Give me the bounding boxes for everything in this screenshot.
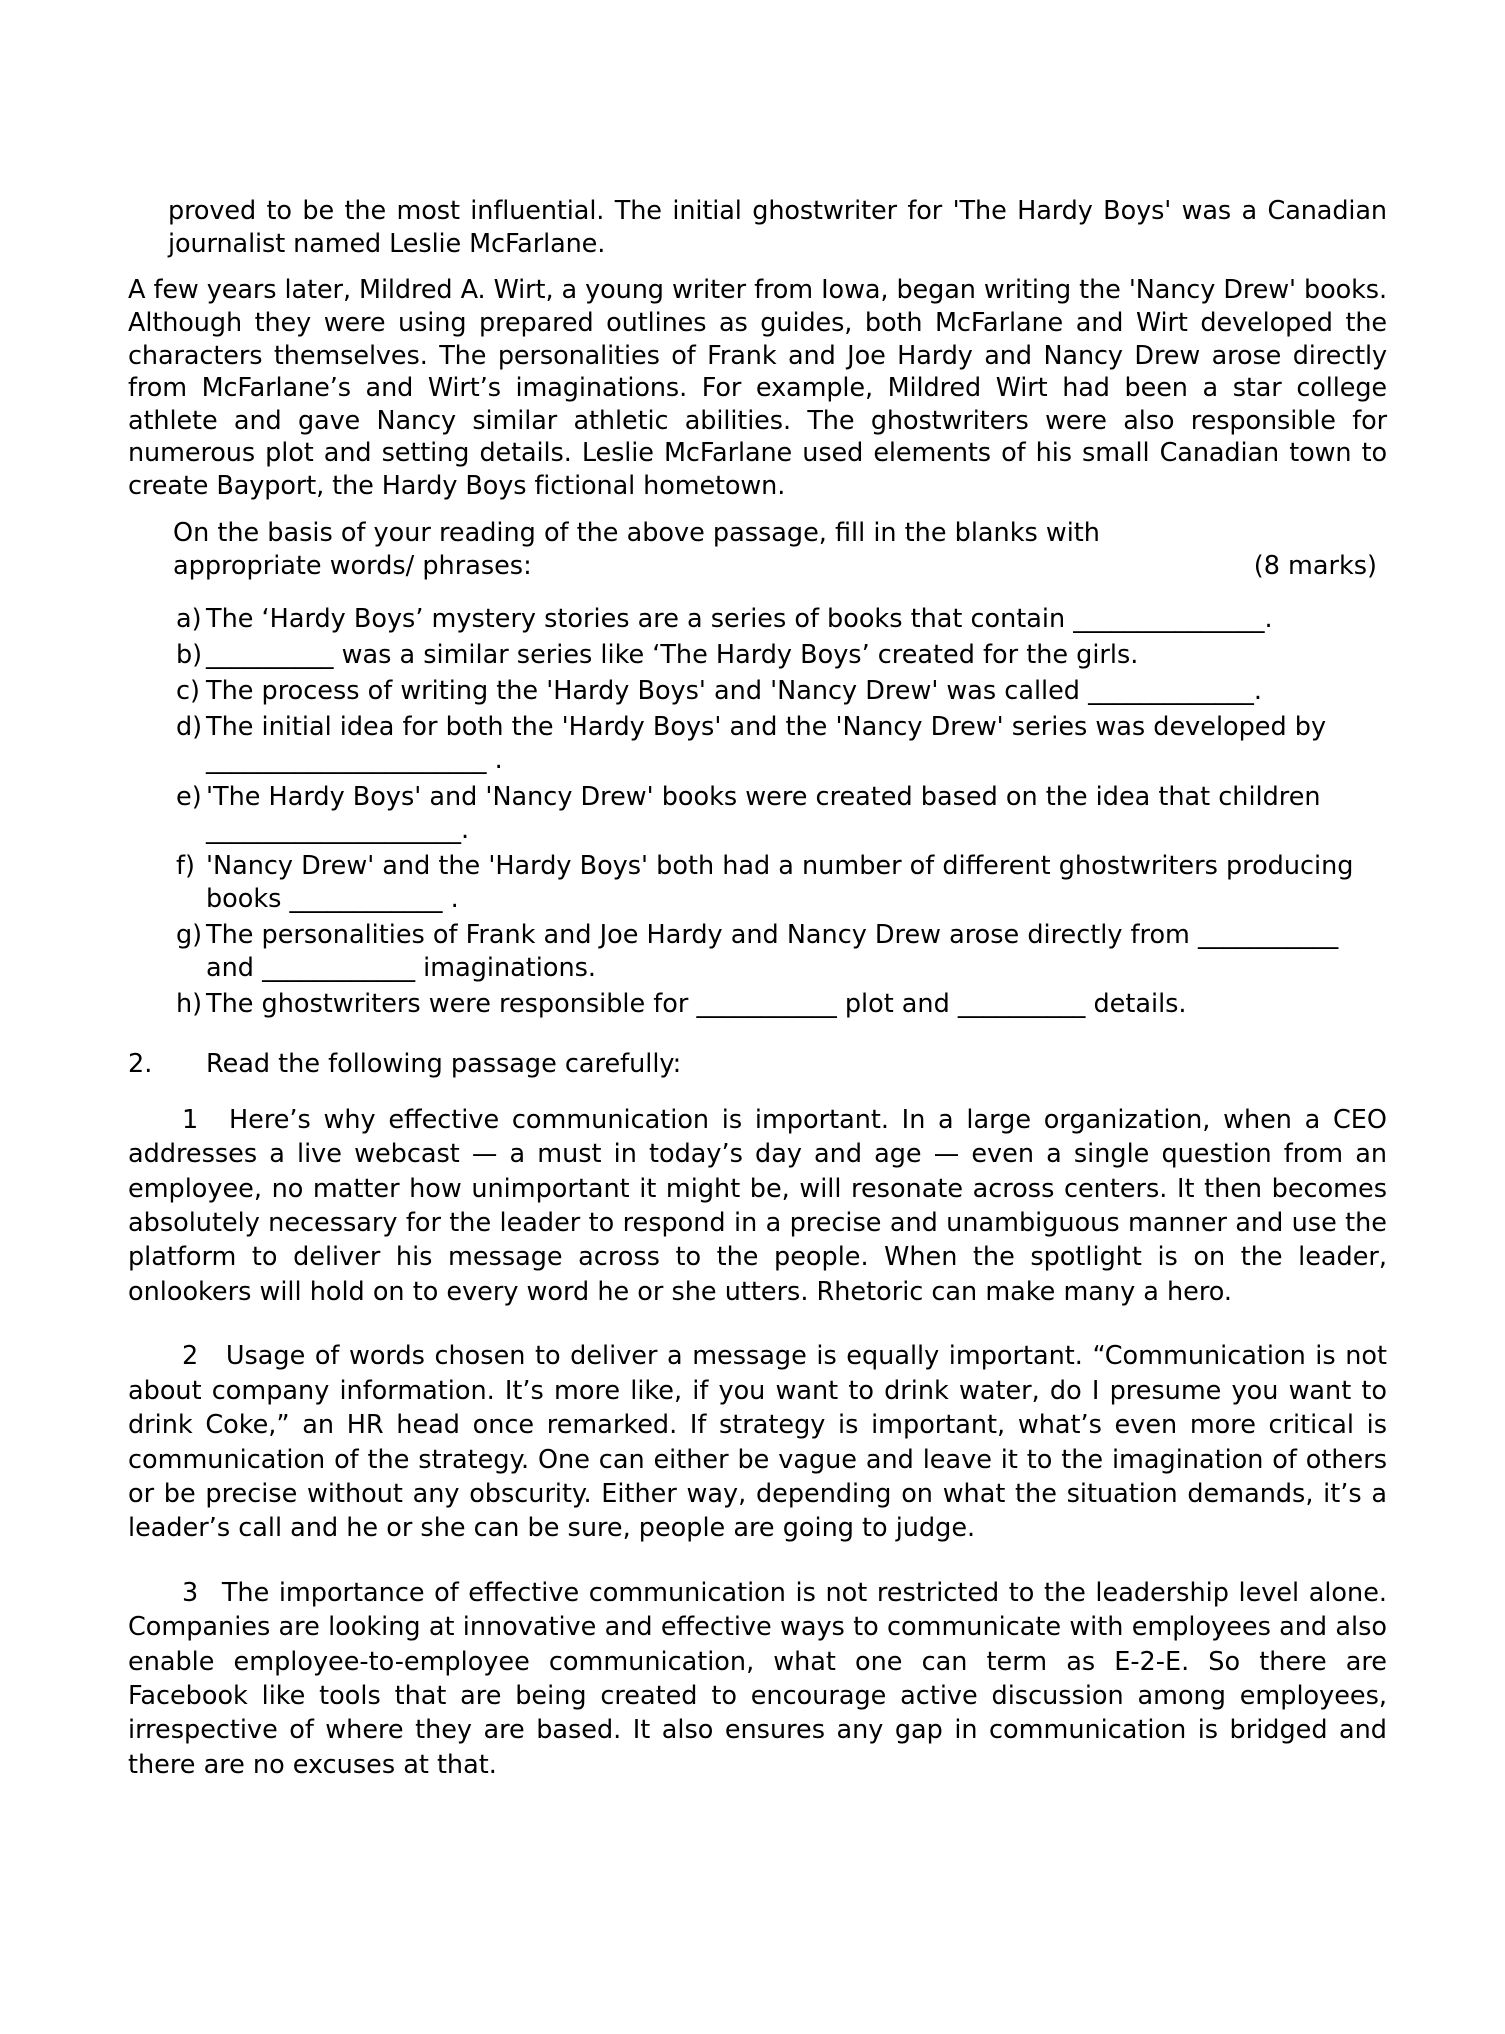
item-text: The ‘Hardy Boys’ mystery stories are a series of books that contain _______________.: [206, 603, 1273, 634]
question-number: 2.: [128, 1048, 153, 1079]
list-item: [128, 919, 1387, 985]
item-text: The process of writing the 'Hardy Boys' and 'Nancy Drew' was called _____________.: [206, 676, 1262, 707]
item-text: 'Nancy Drew' and the 'Hardy Boys' both had a number of different ghostwriters producing books ____________ .: [206, 850, 1354, 915]
spacer: [128, 583, 1387, 597]
item-label: d): [176, 712, 203, 743]
list-item: [128, 639, 1387, 672]
question-text: Read the following passage carefully:: [206, 1048, 682, 1079]
list-item: [128, 850, 1387, 916]
passage-text-1: Here’s why effective communication is important. In a large organization, when a CEO addresses a live webcast — a must in today’s day and age — even a single question from an employee, no matter how unimportant it might be, will resonate across centers. It then becomes absolutely necessary for the leader to respond in a precise and unambiguous manner and use the platform to deliver his message across to the people. When the spotlight is on the leader, onlookers will hold on to every word he or she utters. Rhetoric can make many a hero.: [128, 1104, 1387, 1307]
fill-in-blanks-list: [128, 603, 1387, 1022]
list-item: [128, 603, 1387, 636]
spacer: [128, 1081, 1387, 1103]
passage-text-3: The importance of effective communication is not restricted to the leadership level alone. Companies are looking at innovative and effective ways to communicate with employees and also enable employee-to-employee communication, what one can term as E-2-E. So there are Facebook like tools that are being created to encourage active discussion among employees, irrespective of where they are based. It also ensures any gap in communication is bridged and there are no excuses at that.: [128, 1577, 1387, 1780]
paragraph-continuation: proved to be the most influential. The initial ghostwriter for 'The Hardy Boys' was a Canadian journalist named Leslie McFarlane.: [168, 196, 1387, 259]
paragraph-two: A few years later, Mildred A. Wirt, a young writer from Iowa, began writing the 'Nancy Drew' books. Although they were using prepared outlines as guides, both McFarlane and Wirt developed the characters themselves. The personalities of Frank and Joe Hardy and Nancy Drew arose directly from McFarlane’s and Wirt’s imaginations. For example, Mildred Wirt had been a star college athlete and gave Nancy similar athletic abilities. The ghostwriters were also responsible for numerous plot and setting details. Leslie McFarlane used elements of his small Canadian town to create Bayport, the Hardy Boys fictional hometown.: [128, 275, 1387, 501]
passage-paragraph-1: [128, 1103, 1387, 1310]
marks-label: (8 marks): [1253, 550, 1377, 581]
item-label: c): [176, 676, 200, 707]
question-2: [128, 1048, 1387, 1081]
instruction-line-1: On the basis of your reading of the above passage, fill in the blanks with: [173, 517, 1100, 548]
passage-paragraph-3: [128, 1576, 1387, 1783]
item-label: g): [176, 920, 203, 951]
passage-number-1: 1: [182, 1104, 199, 1135]
item-label: b): [176, 640, 203, 671]
item-label: e): [176, 781, 202, 812]
instruction-block: [173, 517, 1387, 583]
list-item: [128, 988, 1387, 1021]
passage-number-2: 2: [182, 1341, 199, 1372]
item-text: __________ was a similar series like ‘The Hardy Boys’ created for the girls.: [206, 640, 1139, 671]
passage-text-2: Usage of words chosen to deliver a message is equally important. “Communication is not about company information. It’s more like, if you want to drink water, do I presume you want to drink Coke,” an HR head once remarked. If strategy is important, what’s even more critical is communication of the strategy. One can either be vague and leave it to the imagination of others or be precise without any obscurity. Either way, depending on what the situation demands, it’s a leader’s call and he or she can be sure, people are going to judge.: [128, 1341, 1387, 1544]
spacer: [128, 260, 1387, 274]
item-text: The ghostwriters were responsible for ___________ plot and __________ details.: [206, 989, 1187, 1020]
item-label: f): [176, 850, 195, 881]
passage-number-3: 3: [182, 1577, 199, 1608]
spacer: [128, 1309, 1387, 1339]
passage-paragraph-2: [128, 1339, 1387, 1546]
list-item: [128, 781, 1387, 847]
item-text: The initial idea for both the 'Hardy Boys' and the 'Nancy Drew' series was developed by ______________________ .: [206, 712, 1327, 776]
item-label: h): [176, 989, 203, 1020]
instruction-line-2: appropriate words/ phrases:: [173, 550, 532, 581]
item-label: a): [176, 603, 202, 634]
instruction-line-2-row: [173, 550, 1387, 583]
list-item: [128, 675, 1387, 708]
list-item: [128, 711, 1387, 777]
spacer: [128, 1546, 1387, 1576]
spacer: [128, 503, 1387, 517]
item-text: The personalities of Frank and Joe Hardy and Nancy Drew arose directly from ___________ and ____________ imaginations.: [206, 920, 1339, 984]
item-text: 'The Hardy Boys' and 'Nancy Drew' books were created based on the idea that children ____________________.: [206, 781, 1321, 845]
